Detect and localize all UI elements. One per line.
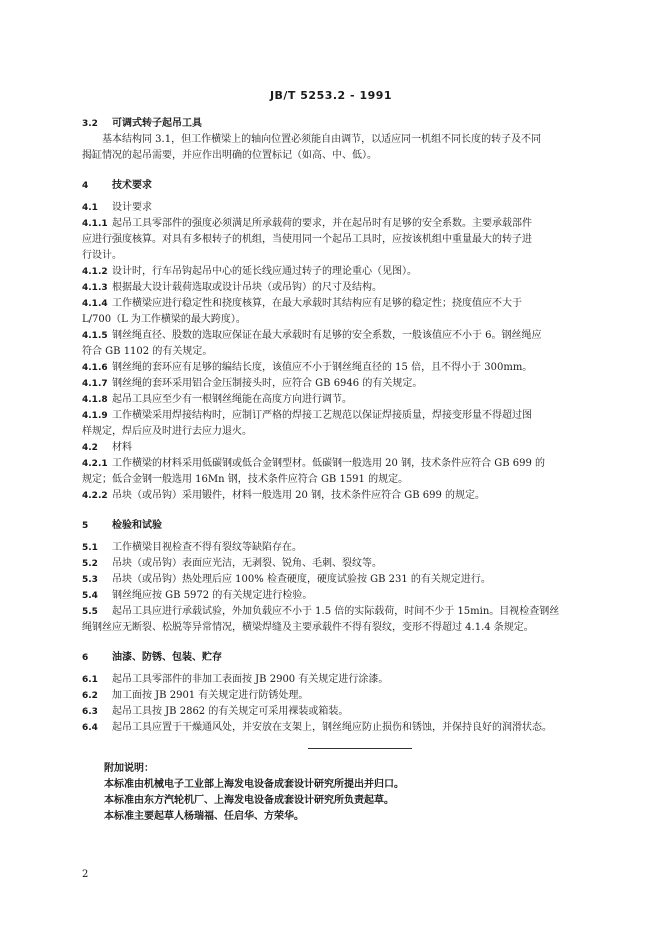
clause-4-1-9-line-1 — [82, 408, 596, 424]
clause-4-2-heading — [82, 440, 596, 456]
clause-number: 4.1.7 — [82, 379, 108, 389]
clause-text: 吊块（或吊钩）表面应光洁，无剥裂、锐角、毛刺、裂纹等。 — [112, 558, 382, 569]
clause-5-5-line-1 — [82, 604, 596, 620]
clause-6-1 — [82, 672, 596, 688]
clause-number: 4.2.1 — [82, 459, 108, 469]
clause-number: 5.1 — [82, 543, 98, 553]
clause-4-1-3 — [82, 280, 596, 296]
clause-text: 起吊工具按 JB 2862 的有关规定可采用裸装或箱装。 — [112, 706, 349, 717]
section-number: 6 — [82, 653, 89, 663]
notes-title: 附加说明： — [104, 763, 154, 774]
clause-number: 5.3 — [82, 575, 98, 585]
clause-text: 起吊工具零部件的强度必须满足所承载荷的要求，并在起吊时有足够的安全系数。主要承载部件 — [112, 218, 532, 229]
additional-notes — [104, 761, 596, 825]
clause-text: 钢丝绳的套环采用铝合金压制接头时，应符合 GB 6946 的有关规定。 — [112, 378, 423, 389]
clause-number: 6.3 — [82, 707, 98, 717]
clause-title: 材料 — [112, 442, 132, 453]
clause-4-1-6 — [82, 360, 596, 376]
standard-number-header: JB/T 5253.2 - 1991 — [269, 89, 393, 102]
clause-text: 工作横梁采用焊接结构时，应制订严格的焊接工艺规范以保证焊接质量，焊接变形量不得超过图 — [112, 410, 532, 421]
clause-text: 钢丝绳的套环应有足够的编结长度，该值应不小于钢丝绳直径的 15 倍，且不得小于 300mm。 — [112, 362, 533, 373]
clause-4-1-5-line-2: 符合 GB 1102 的有关规定。 — [82, 346, 213, 357]
clause-number: 4.1.8 — [82, 395, 108, 405]
clause-4-1-2 — [82, 264, 596, 280]
clause-3-2-heading — [82, 116, 596, 132]
clause-6-2 — [82, 688, 596, 704]
section-6-heading — [82, 650, 596, 666]
clause-text: 起吊工具零部件的非加工表面按 JB 2900 有关规定进行涂漆。 — [112, 674, 389, 685]
clause-text: 起吊工具应至少有一根钢丝绳能在高度方向进行调节。 — [112, 394, 352, 405]
clause-4-1-9-line-2: 样规定，焊后应及时进行去应力退火。 — [82, 426, 252, 437]
clause-number: 4.1.1 — [82, 219, 108, 229]
clause-text: 工作横梁应进行稳定性和挠度核算，在最大承载时其结构应有足够的稳定性；挠度值应不大于 — [112, 298, 522, 309]
clause-text: 根据最大设计载荷选取或设计吊块（或吊钩）的尺寸及结构。 — [112, 282, 382, 293]
clause-3-2-line-2: 揭缸情况的起吊需要，并应作出明确的位置标记（如高、中、低）。 — [82, 150, 377, 161]
section-title: 技术要求 — [112, 180, 152, 191]
clause-number: 5.4 — [82, 591, 98, 601]
clause-text: 吊块（或吊钩）采用锻件，材料一般选用 20 钢，技术条件应符合 GB 699 的规定。 — [112, 490, 486, 501]
clause-number: 4.1 — [82, 203, 98, 213]
clause-5-3 — [82, 572, 596, 588]
clause-5-2 — [82, 556, 596, 572]
page-number: 2 — [82, 869, 89, 880]
clause-number: 4.1.2 — [82, 267, 108, 277]
clause-4-1-1-line-1 — [82, 216, 596, 232]
clause-number: 3.2 — [82, 119, 98, 129]
clause-number: 6.1 — [82, 675, 98, 685]
clause-number: 4.2.2 — [82, 491, 108, 501]
clause-4-1-1-line-3: 行设计。 — [82, 250, 122, 261]
clause-6-3 — [82, 704, 596, 720]
clause-text: 工作横梁目视检查不得有裂纹等缺陷存在。 — [112, 542, 302, 553]
clause-title: 设计要求 — [112, 202, 152, 213]
clause-title: 可调式转子起吊工具 — [112, 118, 202, 129]
clause-number: 4.1.5 — [82, 331, 108, 341]
clause-4-1-4-line-1 — [82, 296, 596, 312]
clause-4-2-1-line-2: 规定；低合金钢一般选用 16Mn 钢，技术条件应符合 GB 1591 的规定。 — [82, 474, 409, 485]
section-4-heading — [82, 178, 596, 194]
clause-4-1-8 — [82, 392, 596, 408]
clause-number: 4.1.6 — [82, 363, 108, 373]
clause-text: 吊块（或吊钩）热处理后应 100% 检查硬度，硬度试验按 GB 231 的有关规定进行。 — [112, 574, 491, 585]
clause-3-2-line-1: 基本结构同 3.1，但工作横梁上的轴向位置必须能自由调节，以适应同一机组不同长度的转子及不同 — [102, 134, 542, 145]
clause-text: 加工面按 JB 2901 有关规定进行防锈处理。 — [112, 690, 309, 701]
clause-number: 4.1.4 — [82, 299, 108, 309]
clause-4-1-5-line-1 — [82, 328, 596, 344]
section-title: 油漆、防锈、包装、贮存 — [112, 652, 222, 663]
clause-4-2-2 — [82, 488, 596, 504]
clause-4-1-7 — [82, 376, 596, 392]
clause-4-2-1-line-1 — [82, 456, 596, 472]
clause-4-1-heading — [82, 200, 596, 216]
clause-number: 5.5 — [82, 607, 98, 617]
clause-6-4 — [82, 720, 596, 736]
notes-line-3: 本标准主要起草人杨瑞福、任启华、方荣华。 — [104, 811, 304, 822]
clause-text: 钢丝绳直径、股数的选取应保证在最大承载时有足够的安全系数，一般该值应不小于 6。钢丝绳应 — [112, 330, 542, 341]
clause-text: 起吊工具应进行承载试验，外加负载应不小于 1.5 倍的实际载荷，时间不少于 15min。目视检查钢丝 — [112, 606, 560, 617]
section-5-heading — [82, 518, 596, 534]
section-divider — [308, 748, 412, 749]
clause-number: 6.2 — [82, 691, 98, 701]
section-title: 检验和试验 — [112, 520, 162, 531]
clause-text: 设计时，行车吊钩起吊中心的延长线应通过转子的理论重心（见图）。 — [112, 266, 417, 277]
clause-number: 4.2 — [82, 443, 98, 453]
clause-number: 4.1.3 — [82, 283, 108, 293]
notes-line-1: 本标准由机械电子工业部上海发电设备成套设计研究所提出并归口。 — [104, 779, 404, 790]
clause-5-1 — [82, 540, 596, 556]
clause-4-1-1-line-2: 应进行强度核算。对具有多根转子的机组，当使用同一个起吊工具时，应按该机组中重量最大的转子进 — [82, 234, 532, 245]
clause-5-4 — [82, 588, 596, 604]
clause-5-5-line-2: 绳钢丝应无断裂、松脱等异常情况，横梁焊缝及主要承载件不得有裂纹，变形不得超过 4.1.4 条规定。 — [82, 622, 534, 633]
clause-number: 5.2 — [82, 559, 98, 569]
document-body — [82, 116, 596, 825]
section-number: 4 — [82, 181, 89, 191]
clause-text: 起吊工具应置于干燥通风处，并安放在支架上，钢丝绳应防止损伤和锈蚀，并保持良好的润滑状态。 — [112, 722, 552, 733]
clause-number: 4.1.9 — [82, 411, 108, 421]
section-number: 5 — [82, 521, 89, 531]
clause-text: 钢丝绳应按 GB 5972 的有关规定进行检验。 — [112, 590, 313, 601]
clause-4-1-4-line-2: L/700（L 为工作横梁的最大跨度）。 — [82, 314, 246, 325]
clause-number: 6.4 — [82, 723, 98, 733]
notes-line-2: 本标准由东方汽轮机厂、上海发电设备成套设计研究所负责起草。 — [104, 795, 394, 806]
clause-text: 工作横梁的材料采用低碳钢或低合金钢型材。低碳钢一般选用 20 钢，技术条件应符合 GB 699 的 — [112, 458, 546, 469]
